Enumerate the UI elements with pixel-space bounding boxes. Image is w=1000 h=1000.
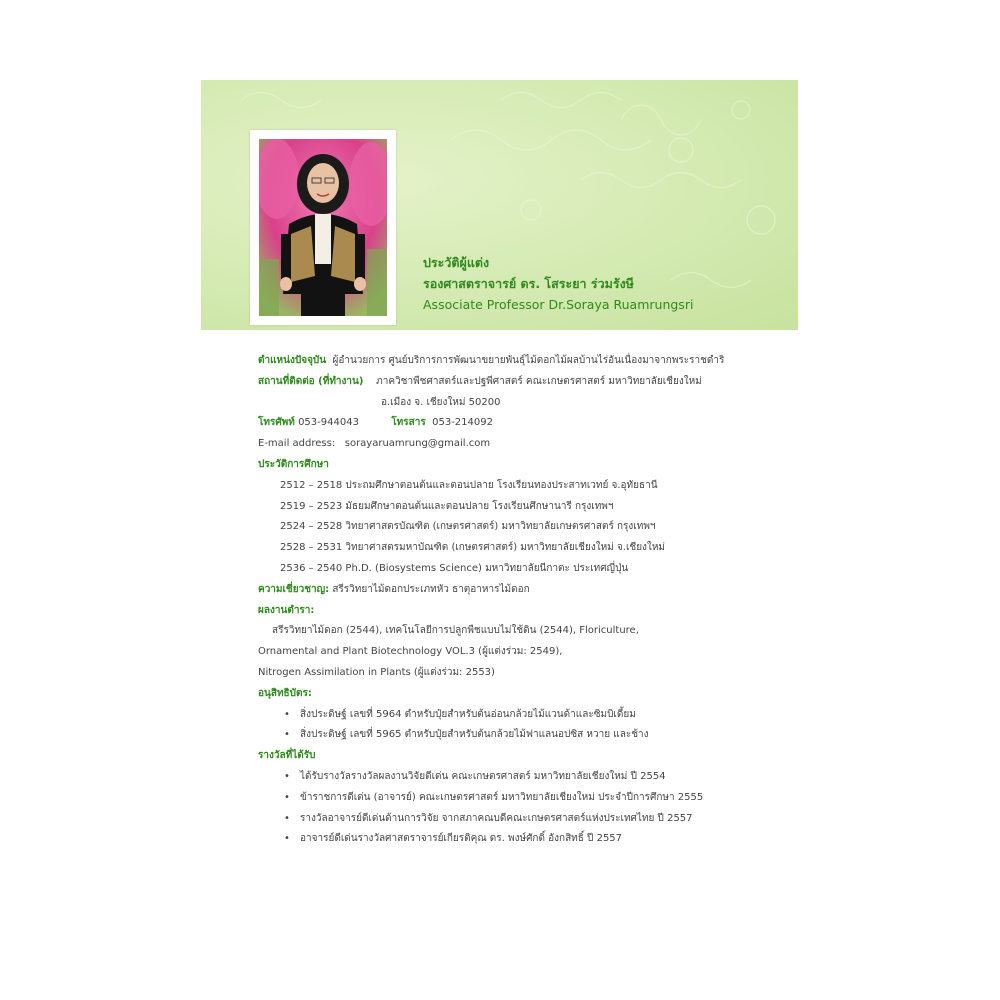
patent-text: สิ่งประดิษฐ์ เลขที่ 5964 ตำหรับปุ๋ยสำหรับต้นอ่อนกล้วยไม้แวนด้าและซิมบิเดี้ยม bbox=[300, 708, 636, 720]
bullet-dot-icon: • bbox=[284, 791, 290, 803]
position-label: ตำแหน่งปัจจุบัน bbox=[258, 355, 327, 366]
award-text: ได้รับรางวัลรางวัลผลงานวิจัยดีเด่น คณะเกษตรศาสตร์ มหาวิทยาลัยเชียงใหม่ ปี 2554 bbox=[300, 770, 666, 782]
list-item bbox=[258, 705, 738, 726]
list-item bbox=[258, 767, 738, 788]
list-item bbox=[258, 809, 738, 830]
bullet-dot-icon: • bbox=[284, 729, 290, 741]
list-item bbox=[258, 725, 738, 746]
position-row bbox=[258, 351, 738, 372]
expertise-row bbox=[258, 580, 738, 601]
textbooks-label: ผลงานตำรา: bbox=[258, 604, 315, 616]
award-text: ข้าราชการดีเด่น (อาจารย์) คณะเกษตรศาสตร์ มหาวิทยาลัยเชียงใหม่ ประจำปีการศึกษา 2555 bbox=[300, 791, 704, 803]
phone-value: 053-944043 bbox=[298, 417, 359, 429]
education-item: 2524 – 2528 วิทยาศาสตรบัณฑิต (เกษตรศาสตร์) มหาวิทยาลัยเกษตรศาสตร์ กรุงเทพฯ bbox=[280, 521, 656, 533]
patent-text: สิ่งประดิษฐ์ เลขที่ 5965 ตำหรับปุ๋ยสำหรับต้นกล้วยไม้ฟาแลนอปซิส หวาย และช้าง bbox=[300, 729, 649, 741]
award-text: รางวัลอาจารย์ดีเด่นด้านการวิจัย จากสภาคณบดีคณะเกษตรศาสตร์แห่งประเทศไทย ปี 2557 bbox=[300, 812, 693, 824]
portrait-image bbox=[259, 139, 387, 316]
award-text: อาจารย์ดีเด่นรางวัลศาสตราจารย์เกียรติคุณ ดร. พงษ์ศักดิ์ อังกสิทธิ์ ปี 2557 bbox=[300, 833, 623, 845]
header-banner bbox=[201, 80, 798, 330]
awards-list bbox=[258, 767, 738, 850]
textbooks-line-3: Nitrogen Assimilation in Plants (ผู้แต่งร่วม: 2553) bbox=[258, 666, 495, 678]
list-item bbox=[258, 829, 738, 850]
portrait-photo bbox=[259, 139, 387, 316]
email-label: E-mail address: bbox=[258, 438, 336, 450]
education-item: 2512 – 2518 ประถมศึกษาตอนต้นและตอนปลาย โรงเรียนทองประสาทเวทย์ จ.อุทัยธานี bbox=[280, 479, 658, 491]
address-line-2: อ.เมือง จ. เชียงใหม่ 50200 bbox=[381, 396, 501, 408]
patents-label: อนุสิทธิบัตร: bbox=[258, 687, 312, 699]
expertise-label: ความเชี่ยวชาญ: bbox=[258, 583, 330, 595]
position-value: ผู้อำนวยการ ศูนย์บริการการพัฒนาขยายพันธุ์ไม้ดอกไม้ผลบ้านไร่อันเนื่องมาจากพระราชดำริ bbox=[332, 355, 725, 366]
address-label: สถานที่ติดต่อ (ที่ทำงาน) bbox=[258, 375, 364, 387]
title-block bbox=[423, 252, 693, 315]
author-name-thai: รองศาสตราจารย์ ดร. โสระยา ร่วมรังษี bbox=[423, 276, 634, 291]
author-name-english: Associate Professor Dr.Soraya Ruamrungsri bbox=[423, 297, 694, 312]
biography-content bbox=[258, 351, 738, 850]
email-row bbox=[258, 434, 738, 455]
biography-heading: ประวัติผู้แต่ง bbox=[423, 255, 490, 270]
address-line-1: ภาควิชาพืชศาสตร์และปฐพีศาสตร์ คณะเกษตรศาสตร์ มหาวิทยาลัยเชียงใหม่ bbox=[376, 375, 702, 387]
email-value: sorayaruamrung@gmail.com bbox=[344, 438, 491, 450]
contact-row bbox=[258, 413, 738, 434]
bullet-dot-icon: • bbox=[284, 833, 290, 845]
expertise-value: สรีรวิทยาไม้ดอกประเภทหัว ธาตุอาหารไม้ดอก bbox=[332, 583, 530, 595]
phone-label: โทรศัพท์ bbox=[258, 417, 295, 429]
education-item: 2519 – 2523 มัธยมศึกษาตอนต้นและตอนปลาย โรงเรียนศึกษานารี กรุงเทพฯ bbox=[280, 500, 614, 512]
education-item: 2528 – 2531 วิทยาศาสตรมหาบัณฑิต (เกษตรศาสตร์) มหาวิทยาลัยเชียงใหม่ จ.เชียงใหม่ bbox=[280, 542, 665, 554]
list-item bbox=[258, 788, 738, 809]
address-row-2 bbox=[258, 393, 738, 414]
fax-label: โทรสาร bbox=[391, 417, 426, 429]
education-label: ประวัติการศึกษา bbox=[258, 458, 329, 470]
address-row bbox=[258, 372, 738, 393]
portrait-frame bbox=[250, 130, 396, 325]
bullet-dot-icon: • bbox=[284, 708, 290, 720]
education-item: 2536 – 2540 Ph.D. (Biosystems Science) มหาวิทยาลัยนีกาตะ ประเทศญี่ปุ่น bbox=[280, 562, 629, 574]
textbooks-line-1: สรีรวิทยาไม้ดอก (2544), เทคโนโลยีการปลูกพืชแบบไม่ใช้ดิน (2544), Floriculture, bbox=[272, 625, 639, 637]
fax-value: 053-214092 bbox=[432, 417, 493, 429]
bullet-dot-icon: • bbox=[284, 770, 290, 782]
bullet-dot-icon: • bbox=[284, 812, 290, 824]
patents-list bbox=[258, 705, 738, 747]
awards-label: รางวัลที่ได้รับ bbox=[258, 750, 316, 762]
textbooks-line-2: Ornamental and Plant Biotechnology VOL.3 (ผู้แต่งร่วม: 2549), bbox=[258, 646, 563, 658]
